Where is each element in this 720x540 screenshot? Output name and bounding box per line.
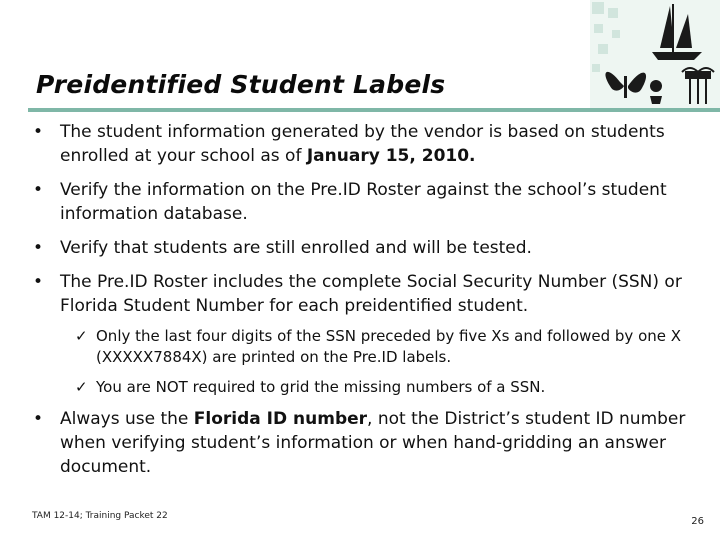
bullet-text-bold: Florida ID number bbox=[193, 409, 368, 429]
sub-bullet-text: Only the last four digits of the SSN preceded by five Xs and followed by one X (XXXXX7884X) are printed on the Pre.ID labels. bbox=[96, 327, 682, 366]
bullet-item bbox=[30, 178, 695, 226]
decoration-collage bbox=[590, 0, 720, 110]
footer-reference: TAM 12-14; Training Packet 22 bbox=[32, 511, 168, 521]
bullet-glyph: • bbox=[33, 122, 44, 142]
bullet-item bbox=[30, 236, 695, 260]
bullet-text: Always use the bbox=[60, 409, 194, 429]
sub-bullet-item bbox=[30, 326, 695, 368]
bullet-list bbox=[30, 120, 695, 489]
check-icon: ✓ bbox=[75, 378, 88, 396]
slide-title: Preidentified Student Labels bbox=[36, 70, 446, 99]
sub-bullet-item bbox=[30, 377, 695, 398]
bullet-item bbox=[30, 270, 695, 318]
bullet-text: The Pre.ID Roster includes the complete Social Security Number (SSN) or Florida Student Number for each preidentified student. bbox=[60, 272, 682, 316]
bullet-glyph: • bbox=[33, 238, 44, 258]
bullet-item bbox=[30, 120, 695, 168]
bullet-glyph: • bbox=[33, 180, 44, 200]
bullet-text: Verify the information on the Pre.ID Roster against the school’s student information database. bbox=[60, 180, 667, 224]
bullet-text: , not the District’s student ID number when verifying student’s information or when hand-gridding an answer document. bbox=[60, 409, 686, 477]
bullet-text: The student information generated by the vendor is based on students enrolled at your school as of bbox=[60, 122, 665, 166]
bullet-glyph: • bbox=[33, 409, 44, 429]
bullet-text-bold: January 15, 2010. bbox=[306, 146, 476, 166]
sub-bullet-text: You are NOT required to grid the missing numbers of a SSN. bbox=[96, 378, 546, 396]
page-number: 26 bbox=[691, 516, 704, 527]
check-icon: ✓ bbox=[75, 327, 88, 345]
title-underline bbox=[28, 108, 720, 112]
bullet-glyph: • bbox=[33, 272, 44, 292]
bullet-text: Verify that students are still enrolled and will be tested. bbox=[60, 238, 532, 258]
bullet-item bbox=[30, 407, 695, 479]
